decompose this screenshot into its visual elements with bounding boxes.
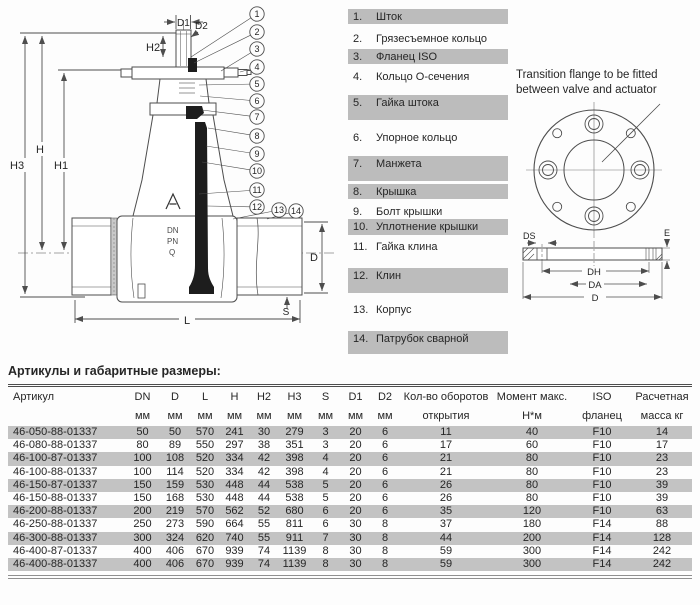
table-cell: 14 (655, 426, 669, 439)
table-cell: 1139 (282, 557, 307, 570)
table-cell: 562 (225, 505, 244, 518)
table-cell: 63 (655, 505, 669, 518)
table-cell: 6 (381, 439, 389, 452)
part-number: 11. (353, 241, 368, 253)
column-header: D1 (348, 391, 363, 403)
table-cell: 23 (655, 452, 669, 465)
column-header: Момент макс. (496, 391, 568, 403)
part-number: 6. (353, 132, 363, 144)
table-header-row (8, 388, 692, 407)
parts-list-item (348, 49, 508, 64)
table-cell: 21 (439, 452, 453, 465)
table-cell: 406 (165, 557, 185, 570)
article-cell: 46-150-87-01337 (13, 478, 98, 491)
table-cell: 250 (133, 518, 152, 531)
column-unit: мм (286, 410, 303, 422)
table-cell: 80 (525, 492, 539, 505)
part-label: Клин (376, 270, 402, 282)
table-cell: 52 (257, 505, 271, 518)
table-cell: 538 (285, 492, 304, 505)
table-cell: 30 (349, 531, 362, 544)
table-row (8, 439, 692, 452)
part-label: Фланец ISO (376, 51, 438, 63)
table-cell: 400 (133, 544, 152, 557)
column-header: Кол-во оборотов (403, 391, 489, 403)
parts-list-item (348, 31, 508, 44)
dim-label-l: L (183, 315, 191, 327)
flange-front-view (526, 102, 662, 238)
table-cell: 11 (440, 426, 452, 439)
table-cell: 406 (165, 544, 185, 557)
parts-list-item (348, 95, 508, 120)
table-cell: 242 (652, 544, 672, 557)
dim-label-d: D (310, 252, 318, 264)
flange-dim-dh: DH (587, 267, 601, 278)
parts-list-item (348, 9, 508, 24)
article-cell: 46-250-88-01337 (13, 518, 98, 531)
part-number: 9. (353, 206, 363, 218)
flange-note-line1: Transition flange to be fitted (516, 69, 658, 81)
part-number: 3. (353, 51, 363, 63)
part-number: 5. (353, 97, 363, 109)
table-cell: 35 (439, 505, 453, 518)
table-cell: 55 (257, 531, 271, 544)
column-header: D (171, 391, 179, 403)
table-cell: 6 (381, 492, 389, 505)
part-label: Упорное кольцо (376, 132, 458, 144)
part-number: 1. (353, 11, 363, 23)
table-cell: 59 (439, 557, 453, 570)
part-label: Патрубок сварной (376, 333, 469, 345)
body-mark-dn: DN (167, 226, 179, 235)
table-cell: 664 (225, 518, 244, 531)
parts-list-item (348, 130, 508, 143)
table-cell: 37 (439, 518, 453, 531)
table-cell: 241 (225, 426, 244, 439)
table-cell: 334 (225, 465, 244, 478)
table-cell: F10 (592, 478, 612, 491)
table-cell: 26 (439, 478, 453, 491)
table-cell: 448 (225, 478, 244, 491)
table-cell: 26 (439, 492, 453, 505)
table-cell: 242 (652, 557, 672, 570)
column-unit (8, 407, 125, 426)
table-cell: 30 (349, 544, 362, 557)
table-cell: 180 (522, 518, 542, 531)
column-header: ISO (592, 391, 612, 403)
table-cell: 6 (381, 452, 389, 465)
table-cell: 17 (655, 439, 669, 452)
table-cell: 100 (133, 452, 152, 465)
table-cell: 21 (439, 465, 453, 478)
table-cell: 680 (285, 505, 304, 518)
parts-list-item (348, 302, 508, 315)
table-body (8, 426, 692, 571)
valve-body-outline (72, 30, 302, 302)
body-mark-q: Q (169, 248, 176, 257)
table-cell: 300 (522, 557, 542, 570)
table-cell: 6 (381, 505, 389, 518)
part-label: Болт крышки (376, 206, 443, 218)
table-cell: 74 (257, 557, 271, 570)
table-cell: 23 (655, 465, 669, 478)
column-header: H3 (287, 391, 302, 403)
article-cell: 46-300-88-01337 (13, 531, 98, 544)
parts-list-item (348, 69, 508, 82)
dim-label-d1: D1 (177, 18, 190, 29)
table-cell: 398 (285, 465, 304, 478)
part-label: Гайка клина (376, 241, 438, 253)
table-cell: 5 (322, 492, 329, 505)
table-cell: 60 (525, 439, 539, 452)
table-cell: F14 (592, 531, 612, 544)
part-number: 12. (353, 270, 369, 282)
table-cell: 17 (439, 439, 453, 452)
table-cell: 538 (285, 478, 304, 491)
table-cell: 30 (257, 426, 271, 439)
table-cell: 128 (652, 531, 672, 544)
part-number: 14. (353, 333, 369, 345)
table-cell: 590 (195, 518, 215, 531)
table-cell: 8 (322, 557, 329, 570)
table-cell: 80 (136, 439, 149, 452)
table-cell: 38 (257, 439, 271, 452)
table-cell: 4 (322, 465, 329, 478)
table-cell: 530 (195, 492, 215, 505)
table-cell: 1139 (282, 544, 307, 557)
column-unit: открытия (422, 410, 470, 422)
table-cell: 520 (195, 452, 215, 465)
table-cell: 8 (381, 557, 389, 570)
column-header: Расчетная (635, 391, 689, 403)
part-number: 10. (353, 221, 369, 233)
size-table (8, 384, 692, 579)
dim-label-h2: H2 (146, 42, 161, 54)
table-cell: 400 (133, 557, 152, 570)
callout-number: 8 (254, 131, 260, 141)
dim-label-h1: H1 (54, 160, 69, 172)
table-cell: 20 (349, 478, 362, 491)
table-cell: F14 (592, 518, 612, 531)
table-title: Артикулы и габаритные размеры: (8, 364, 221, 378)
table-cell: 44 (257, 492, 271, 505)
table-cell: 6 (322, 518, 329, 531)
table-cell: 324 (165, 531, 185, 544)
callout-number: 2 (254, 27, 260, 37)
table-row (8, 532, 692, 545)
table-cell: F14 (592, 544, 612, 557)
table-cell: 4 (322, 452, 329, 465)
table-cell: 448 (225, 492, 244, 505)
dim-label-d2: D2 (195, 21, 208, 32)
table-cell: 219 (165, 505, 185, 518)
table-cell: 670 (195, 544, 215, 557)
table-cell: F10 (592, 492, 612, 505)
article-cell: 46-200-88-01337 (13, 505, 98, 518)
flange-note-line2: between valve and actuator (516, 83, 657, 96)
callout-number: 14 (290, 206, 302, 216)
table-cell: 20 (349, 505, 362, 518)
parts-list (348, 0, 510, 360)
table-cell: 80 (525, 478, 539, 491)
part-number: 2. (353, 33, 363, 45)
table-cell: 55 (257, 518, 271, 531)
article-cell: 46-100-88-01337 (13, 465, 98, 478)
table-cell: 80 (525, 465, 539, 478)
article-cell: 46-400-87-01337 (13, 544, 98, 557)
column-header: H2 (256, 391, 272, 403)
table-cell: 40 (525, 426, 539, 439)
table-cell: 530 (195, 478, 215, 491)
table-row (8, 545, 692, 558)
callout-number: 4 (254, 62, 260, 72)
table-cell: 351 (285, 439, 304, 452)
parts-list-item (348, 219, 508, 235)
flange-dim-da: DA (588, 280, 602, 291)
table-cell: 811 (285, 518, 304, 531)
parts-list-item (348, 331, 508, 354)
table-cell: 8 (381, 518, 389, 531)
table-cell: 39 (655, 478, 669, 491)
table-row (8, 466, 692, 479)
article-cell: 46-080-88-01337 (13, 439, 98, 452)
table-cell: 8 (381, 544, 389, 557)
callout-number: 5 (254, 79, 260, 89)
part-label: Кольцо О-сечения (376, 71, 470, 83)
table-cell: 20 (349, 465, 362, 478)
table-cell: 6 (381, 465, 389, 478)
parts-list-item (348, 184, 508, 199)
part-number: 4. (353, 71, 363, 83)
callout-leader-line (194, 35, 251, 63)
parts-list-item (348, 156, 508, 181)
table-cell: 200 (133, 505, 152, 518)
column-unit: мм (317, 410, 334, 422)
table-cell: 3 (322, 439, 329, 452)
table-header-row (8, 407, 692, 426)
table-cell: 939 (225, 557, 244, 570)
table-cell: 300 (522, 544, 542, 557)
column-header: S (321, 391, 330, 403)
table-cell: 520 (195, 465, 215, 478)
table-cell: 297 (225, 439, 244, 452)
column-unit: мм (197, 410, 213, 422)
table-row (8, 505, 692, 518)
table-row (8, 452, 692, 465)
table-cell: 30 (349, 518, 362, 531)
dim-label-h3: H3 (10, 160, 25, 172)
table-cell: 300 (133, 531, 152, 544)
table-cell: 100 (133, 465, 152, 478)
table-row (8, 479, 692, 492)
table-cell: 8 (381, 531, 389, 544)
table-cell: 398 (285, 452, 304, 465)
table-cell: F10 (592, 439, 612, 452)
article-cell: 46-050-88-01337 (13, 426, 98, 439)
body-mark-pn: PN (167, 237, 179, 246)
column-header: DN (134, 391, 151, 403)
parts-list-item (348, 204, 508, 217)
table-cell: 334 (225, 452, 244, 465)
article-cell: 46-400-88-01337 (13, 557, 98, 570)
table-cell: 20 (349, 426, 362, 439)
table-cell: F10 (592, 465, 612, 478)
table-cell: 39 (655, 492, 669, 505)
column-unit: мм (377, 410, 393, 422)
table-cell: 20 (349, 439, 362, 452)
table-cell: 6 (381, 478, 389, 491)
table-cell: 114 (166, 465, 184, 478)
table-cell: 42 (257, 465, 271, 478)
table-cell: 44 (257, 478, 271, 491)
table-cell: 50 (168, 426, 182, 439)
table-cell: 80 (525, 452, 539, 465)
valve-section-drawing (0, 0, 345, 345)
part-label: Гайка штока (376, 97, 439, 109)
table-cell: 44 (439, 531, 453, 544)
callout-number: 12 (251, 202, 263, 212)
part-number: 8. (353, 186, 363, 198)
table-cell: 620 (195, 531, 215, 544)
table-cell: 3 (322, 426, 329, 439)
column-header: D2 (377, 391, 393, 403)
table-cell: 570 (195, 426, 215, 439)
table-cell: 89 (168, 439, 182, 452)
table-cell: 5 (322, 478, 329, 491)
table-cell: 273 (165, 518, 185, 531)
callout-number: 11 (252, 185, 262, 195)
table-row (8, 426, 692, 439)
table-cell: 20 (349, 492, 362, 505)
dim-label-s: S (282, 307, 290, 318)
flange-dim-d: D (591, 293, 599, 304)
table-cell: 6 (322, 505, 329, 518)
parts-list-item (348, 239, 508, 252)
table-cell: 168 (165, 492, 185, 505)
table-cell: 911 (285, 531, 304, 544)
flange-dim-e: E (664, 228, 671, 238)
table-cell: 550 (195, 439, 215, 452)
transition-flange-drawing (510, 95, 700, 310)
part-label: Шток (376, 11, 402, 23)
table-cell: 50 (136, 426, 149, 439)
callout-number: 7 (254, 112, 260, 122)
column-header: H (230, 391, 239, 403)
column-header: Артикул (13, 391, 55, 403)
table-cell: 670 (195, 557, 215, 570)
callout-number: 13 (273, 205, 285, 215)
table-cell: 8 (322, 544, 329, 557)
table-cell: 150 (133, 492, 152, 505)
table-cell: F14 (592, 557, 612, 570)
callout-number: 10 (251, 166, 263, 176)
table-cell: 108 (165, 452, 185, 465)
column-header: L (201, 391, 209, 403)
column-unit: фланец (582, 410, 622, 422)
callout-number: 3 (254, 44, 260, 54)
part-number: 7. (353, 158, 363, 170)
callout-number: 6 (254, 96, 260, 106)
part-label: Манжета (376, 158, 422, 170)
table-cell: 200 (522, 531, 542, 544)
table-cell: 6 (381, 426, 389, 439)
table-cell: F10 (592, 505, 612, 518)
callout-number: 9 (254, 149, 260, 159)
table-cell: 939 (225, 544, 244, 557)
part-label: Крышка (376, 186, 417, 198)
column-unit: мм (134, 410, 151, 422)
table-cell: 42 (257, 452, 271, 465)
table-header (8, 388, 692, 426)
table-cell: 74 (257, 544, 271, 557)
column-unit: мм (347, 410, 364, 422)
column-unit: мм (226, 410, 243, 422)
callout-number: 1 (254, 9, 260, 19)
column-unit: мм (256, 410, 272, 422)
table-cell: F10 (592, 452, 612, 465)
part-label: Уплотнение крышки (376, 221, 479, 233)
part-label: Грязесъемное кольцо (376, 33, 488, 45)
dim-label-h: H (36, 144, 44, 156)
table-cell: 120 (522, 505, 542, 518)
table-cell: 7 (322, 531, 329, 544)
flange-dim-ds: DS (523, 231, 536, 241)
table-cell: 150 (133, 478, 152, 491)
article-cell: 46-100-87-01337 (13, 452, 98, 465)
table-cell: 159 (165, 478, 185, 491)
article-cell: 46-150-88-01337 (13, 492, 98, 505)
part-label: Корпус (376, 304, 412, 316)
table-row (8, 492, 692, 505)
table-cell: 570 (195, 505, 215, 518)
parts-list-item (348, 268, 508, 293)
column-unit: масса кг (640, 410, 684, 422)
table-cell: 88 (655, 518, 669, 531)
table-cell: 20 (349, 452, 362, 465)
table-row (8, 518, 692, 531)
table-cell: 59 (439, 544, 453, 557)
table-cell: 740 (225, 531, 244, 544)
table-cell: F10 (592, 426, 612, 439)
transition-flange-note (516, 68, 698, 97)
part-number: 13. (353, 304, 369, 316)
table-cell: 30 (349, 557, 362, 570)
table-cell: 279 (285, 426, 304, 439)
column-unit: мм (167, 410, 183, 422)
table-row (8, 558, 692, 571)
column-unit: Н*м (522, 410, 542, 422)
